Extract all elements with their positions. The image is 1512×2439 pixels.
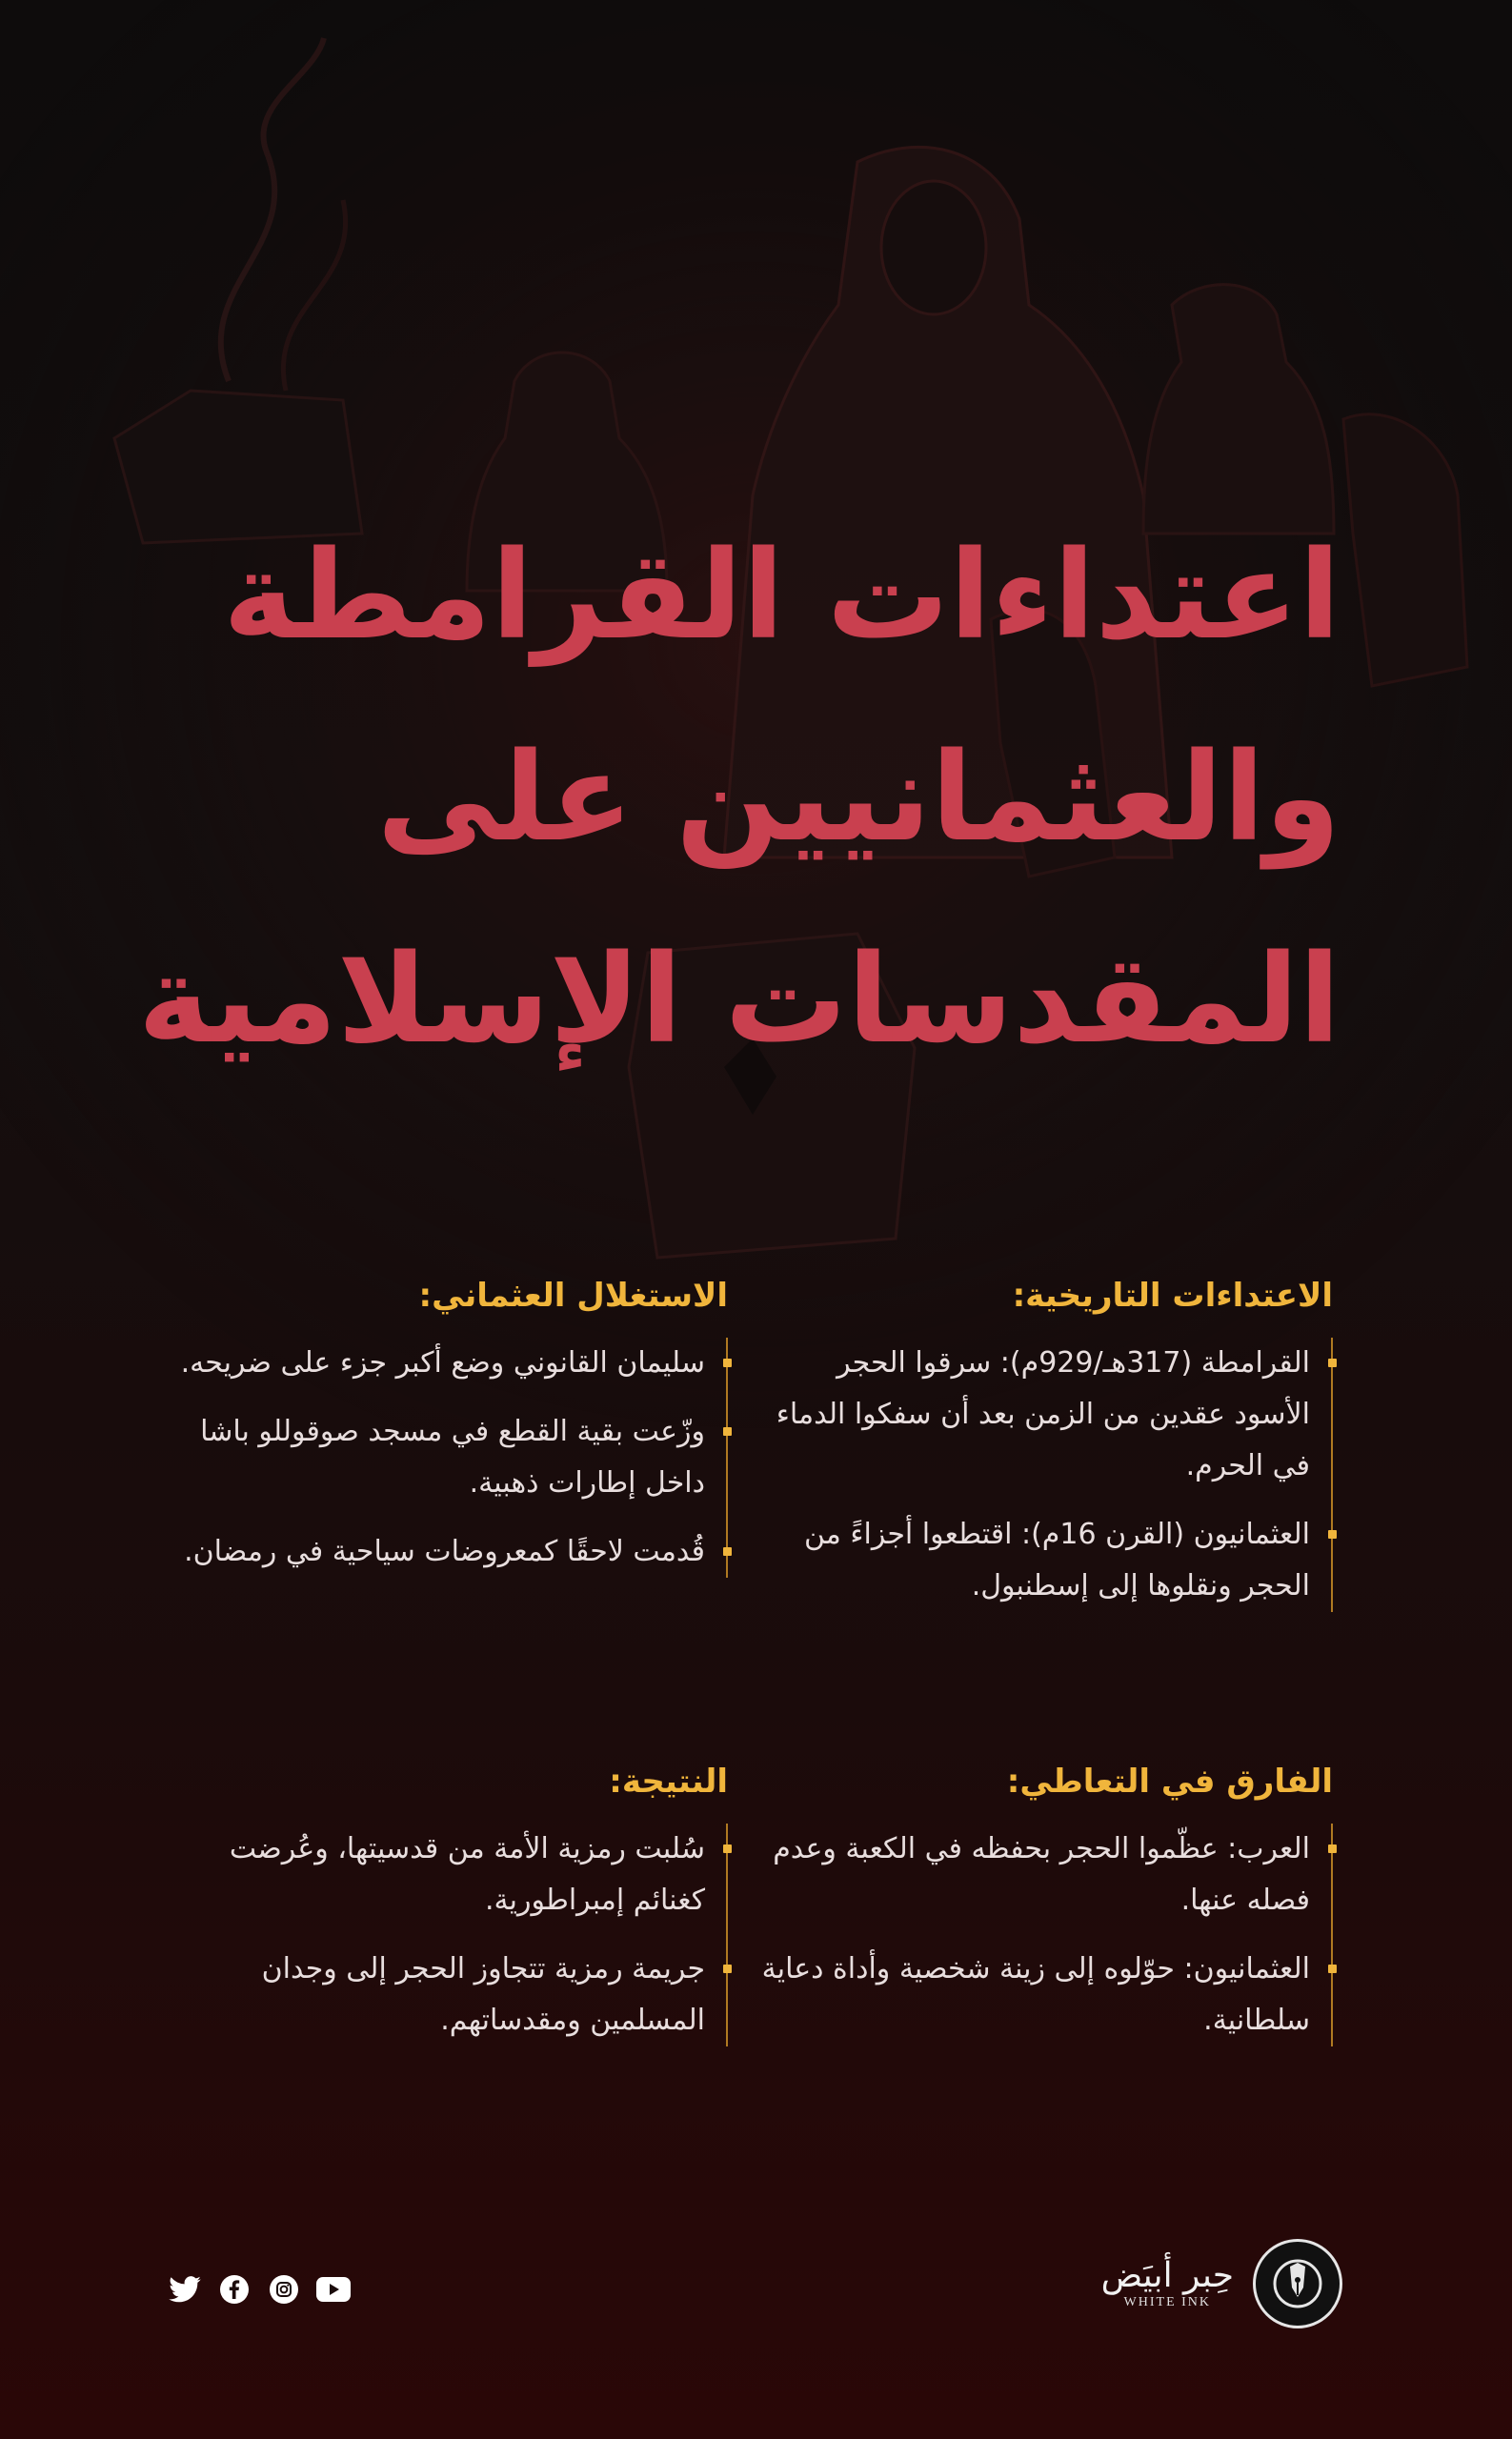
list-item-text: سُلبت رمزية الأمة من قدسيتها، وعُرضت كغنائم إمبراطورية. <box>229 1832 705 1917</box>
list-item <box>761 1338 1310 1492</box>
twitter-icon[interactable] <box>168 2272 202 2307</box>
facebook-icon[interactable] <box>217 2272 252 2307</box>
bullet-list <box>156 1338 728 1578</box>
list-item <box>156 1824 705 1926</box>
list-item-text: العرب: عظّموا الحجر بحفظه في الكعبة وعدم فصله عنها. <box>773 1832 1310 1917</box>
bullet-icon <box>1328 1359 1337 1367</box>
bullet-list <box>761 1824 1333 2046</box>
list-item <box>156 1406 705 1509</box>
section-ottoman-exploitation <box>156 1277 728 1578</box>
list-item <box>156 1526 705 1578</box>
bullet-list <box>761 1338 1333 1612</box>
title-line-3: المقدسات الإسلامية <box>137 929 1341 1071</box>
social-links <box>168 2272 351 2307</box>
page-title <box>102 495 1341 1101</box>
list-item-text: قُدمت لاحقًا كمعروضات سياحية في رمضان. <box>184 1535 705 1568</box>
bullet-icon <box>723 1427 732 1436</box>
section-title: النتيجة: <box>609 1763 728 1801</box>
bullet-icon <box>1328 1965 1337 1973</box>
brand-name-arabic: حِبر أبيَض <box>1100 2256 1234 2295</box>
section-difference-in-treatment <box>761 1763 1333 2046</box>
list-item <box>761 1944 1310 2046</box>
list-item-text: القرامطة (317هـ/929م): سرقوا الحجر الأسود عقدين من الزمن بعد أن سفكوا الدماء في الحرم. <box>776 1346 1310 1482</box>
list-item-text: وزّعت بقية القطع في مسجد صوقوللو باشا داخل إطارات ذهبية. <box>200 1415 705 1500</box>
list-item <box>761 1509 1310 1612</box>
list-item-text: العثمانيون (القرن 16م): اقتطعوا أجزاءً من الحجر ونقلوها إلى إسطنبول. <box>803 1518 1310 1602</box>
pen-nib-logo-icon <box>1253 2239 1342 2328</box>
list-item <box>761 1824 1310 1926</box>
list-item <box>156 1338 705 1389</box>
list-item-text: العثمانيون: حوّلوه إلى زينة شخصية وأداة دعاية سلطانية. <box>761 1952 1310 2037</box>
brand-name-english: WHITE INK <box>1123 2295 1212 2309</box>
instagram-icon[interactable] <box>267 2272 301 2307</box>
title-line-2: والعثمانيين على <box>376 727 1341 869</box>
list-item-text: سليمان القانوني وضع أكبر جزء على ضريحه. <box>180 1346 705 1380</box>
list-item <box>156 1944 705 2046</box>
bullet-list <box>156 1824 728 2046</box>
bullet-icon <box>1328 1530 1337 1539</box>
bullet-icon <box>723 1844 732 1853</box>
bullet-icon <box>1328 1844 1337 1853</box>
list-item-text: جريمة رمزية تتجاوز الحجر إلى وجدان المسلمين ومقدساتهم. <box>261 1952 705 2037</box>
brand-logo-group <box>1101 2239 1342 2328</box>
section-title: الفارق في التعاطي: <box>1006 1763 1333 1801</box>
bullet-icon <box>723 1965 732 1973</box>
title-line-1: اعتداءات القرامطة <box>223 525 1341 667</box>
brand-name <box>1101 2257 1234 2310</box>
section-result <box>156 1763 728 2046</box>
youtube-icon[interactable] <box>316 2272 351 2307</box>
bullet-icon <box>723 1547 732 1556</box>
section-title: الاستغلال العثماني: <box>418 1277 728 1315</box>
section-historical-attacks <box>761 1277 1333 1612</box>
bullet-icon <box>723 1359 732 1367</box>
section-title: الاعتداءات التاريخية: <box>1012 1277 1333 1315</box>
